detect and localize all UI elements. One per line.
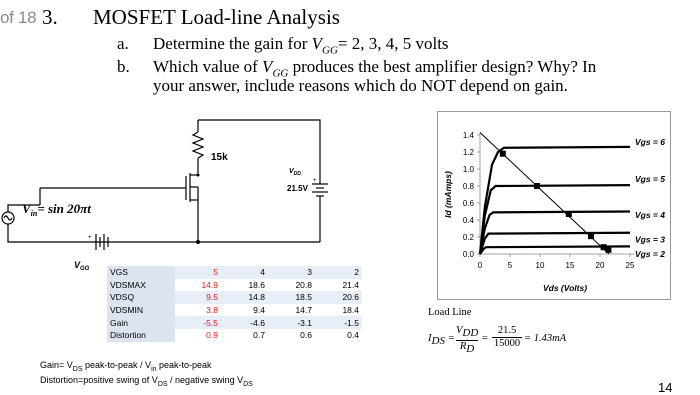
q-point	[500, 151, 506, 157]
notes-gain: Gain= $V_{DS}$ peak-to-peak / $V_{in}$ peak-to-peak	[40, 360, 212, 373]
results-table	[107, 266, 362, 342]
circuit-schematic	[0, 110, 420, 270]
table-row	[107, 316, 362, 329]
series-label: Vgs = 6	[634, 136, 665, 147]
row-label: VDSMAX	[107, 279, 175, 292]
table-row	[107, 329, 362, 342]
item-b-line2: your answer, include reasons which do NOT depend on gain.	[153, 76, 568, 95]
question-title: MOSFET Load-line Analysis	[93, 5, 340, 29]
table-cell: -3.1	[268, 316, 315, 329]
table-cell: 0.4	[315, 329, 362, 342]
top-wire	[198, 120, 320, 180]
table-cell: 18.6	[221, 279, 268, 292]
table-cell: 21.4	[315, 279, 362, 292]
item-b-text-post: produces the best amplifier design? Why? In	[288, 57, 597, 76]
series-label: Vgs = 4	[634, 209, 665, 220]
table-cell: 14.9	[175, 279, 221, 292]
series-label: Vgs = 5	[634, 174, 665, 185]
load-line-result: = 1.43mA	[524, 333, 567, 344]
load-line-lhs: $I_{DS}$ =	[428, 333, 455, 348]
table-cell: 0.7	[221, 329, 268, 342]
table-cell: 5	[175, 266, 221, 279]
resistor-symbol	[193, 132, 203, 158]
notes-distortion: Distortion=positive swing of $V_{DS}$ / negative swing $V_{DS}$	[40, 374, 253, 388]
x-tick-label: 20	[595, 261, 605, 270]
table-cell: 14.8	[221, 291, 268, 304]
iv-chart	[437, 111, 671, 300]
table-row	[107, 304, 362, 317]
item-a-sub: GG	[322, 44, 338, 57]
item-b-sub: GG	[272, 67, 289, 80]
table-cell: 3.8	[175, 304, 221, 317]
series-label: Vgs = 2	[634, 249, 665, 259]
question-number: 3.	[42, 5, 58, 29]
table-cell: 2	[315, 266, 362, 279]
vgg-plus-sign: +	[88, 235, 92, 241]
vdd-value: 21.5V	[287, 184, 308, 193]
load-line-frac1: $V_{DD}$ $R_D$	[456, 325, 479, 356]
x-axis-label: Vds (Volts)	[542, 283, 588, 293]
page-indicator: of 18	[0, 8, 37, 27]
table-cell: -4.6	[221, 316, 268, 329]
table-cell: 9.5	[175, 291, 221, 304]
y-tick-label: 0.2	[462, 233, 474, 242]
y-tick-label: 1.0	[462, 165, 474, 174]
item-b-text-pre: Which value of	[153, 57, 263, 76]
x-tick-label: 5	[507, 261, 513, 270]
y-tick-label: 0.6	[462, 199, 474, 208]
row-label: VGS	[107, 266, 175, 279]
item-a-text-post: = 2, 3, 4, 5 volts	[337, 34, 449, 53]
x-tick-label: 25	[625, 261, 635, 270]
table-row	[107, 291, 362, 304]
table-cell: 0.6	[268, 329, 315, 342]
table-cell: 0.9	[175, 329, 221, 342]
y-tick-label: 0.8	[462, 182, 474, 191]
table-cell: 14.7	[268, 304, 315, 317]
y-tick-label: 1.4	[462, 131, 474, 140]
x-tick-label: 0	[477, 261, 483, 270]
q-point	[566, 211, 572, 217]
load-line-equation	[428, 325, 567, 356]
x-tick-label: 15	[565, 261, 575, 270]
item-a-var: V	[311, 34, 322, 53]
table-cell: 20.6	[315, 291, 362, 304]
load-line-title: Load Line	[428, 307, 472, 318]
load-line-eq2: =	[482, 333, 488, 344]
vdd-plus-sign: +	[313, 178, 317, 184]
table-row	[107, 279, 362, 292]
q-point	[534, 183, 540, 189]
resistor-label: 15k	[211, 152, 228, 163]
vgg-label: $V_{GG}$	[74, 260, 90, 270]
page-number: 14	[658, 380, 673, 395]
y-axis-label: Id (mAmps)	[443, 171, 453, 218]
item-b-label: b.	[117, 57, 130, 76]
table-cell: 3	[268, 266, 315, 279]
vin-label: $V_{in}= \sin 20\pi t$	[22, 201, 91, 218]
table-cell: 18.5	[268, 291, 315, 304]
vdd-label: $V_{DD}$	[289, 168, 301, 177]
item-a-label: a.	[117, 34, 129, 53]
y-tick-label: 1.2	[462, 148, 474, 157]
row-label: Gain	[107, 316, 175, 329]
table-cell: 9.4	[221, 304, 268, 317]
table-cell: 18.4	[315, 304, 362, 317]
row-label: VDSQ	[107, 291, 175, 304]
item-b-var: V	[262, 57, 273, 76]
table-cell: 4	[221, 266, 268, 279]
table-cell: -1.5	[315, 316, 362, 329]
table-cell: 20.8	[268, 279, 315, 292]
series-label: Vgs = 3	[634, 234, 665, 245]
q-point	[588, 233, 594, 239]
row-label: VDSMIN	[107, 304, 175, 317]
load-line-frac2: 21.5 15000	[493, 325, 521, 349]
y-tick-label: 0.0	[462, 250, 474, 259]
y-tick-label: 0.4	[462, 216, 474, 225]
load-line-block	[428, 307, 567, 356]
q-point	[605, 247, 611, 253]
x-tick-label: 10	[535, 261, 545, 270]
row-label: Distortion	[107, 329, 175, 342]
item-a-text-pre: Determine the gain for	[153, 34, 312, 53]
notes	[40, 360, 253, 390]
table-cell: -5.5	[175, 316, 221, 329]
table-row	[107, 266, 362, 279]
